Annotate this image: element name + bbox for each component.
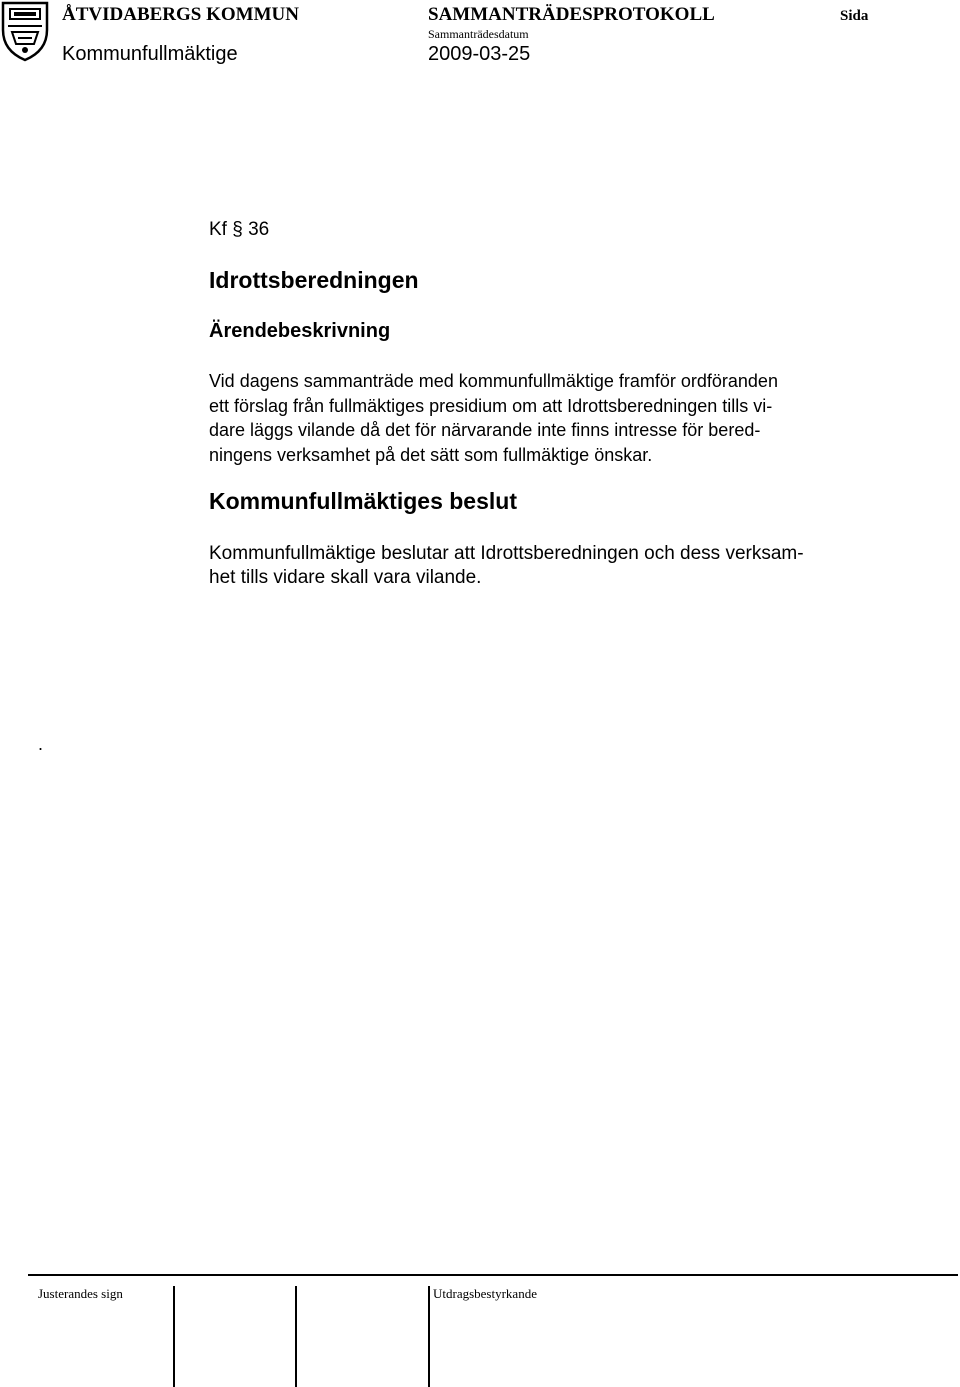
signature-box-divider [173,1286,175,1387]
description-line: ett förslag från fullmäktiges presidium om att Idrottsberedningen tills vi- [209,395,773,416]
description-line: dare läggs vilande då det för närvarande inte finns intresse för bered- [209,420,761,440]
department-name: Kommunfullmäktige [62,43,238,65]
signature-label: Justerandes sign [38,1286,123,1301]
decision-paragraph [209,542,804,590]
description-line: Vid dagens sammanträde med kommunfullmäktige framför ordföranden [209,371,778,391]
decision-line: Kommunfullmäktige beslutar att Idrottsberedningen och dess verksam- [209,543,804,564]
description-paragraph [209,369,778,467]
certification-label: Utdragsbestyrkande [433,1286,537,1301]
signature-box-divider [295,1286,297,1387]
document-type: SAMMANTRÄDESPROTOKOLL [428,4,715,25]
decision-heading: Kommunfullmäktiges beslut [209,488,517,514]
coat-of-arms-icon [0,0,50,62]
meeting-date-label: Sammanträdesdatum [428,27,529,41]
description-heading: Ärendebeskrivning [209,320,391,342]
description-line: ningens verksamhet på det sätt som fullmäktige önskar. [209,444,653,465]
organization-name: ÅTVIDABERGS KOMMUN [62,4,299,25]
item-title: Idrottsberedningen [209,267,419,293]
signature-box-divider [428,1286,430,1387]
page-label: Sida [840,8,869,24]
decision-line: het tills vidare skall vara vilande. [209,567,482,588]
stray-dot: . [38,734,44,754]
paragraph-reference: Kf § 36 [209,219,270,240]
footer-divider [28,1274,958,1276]
meeting-date-value: 2009-03-25 [428,43,531,65]
